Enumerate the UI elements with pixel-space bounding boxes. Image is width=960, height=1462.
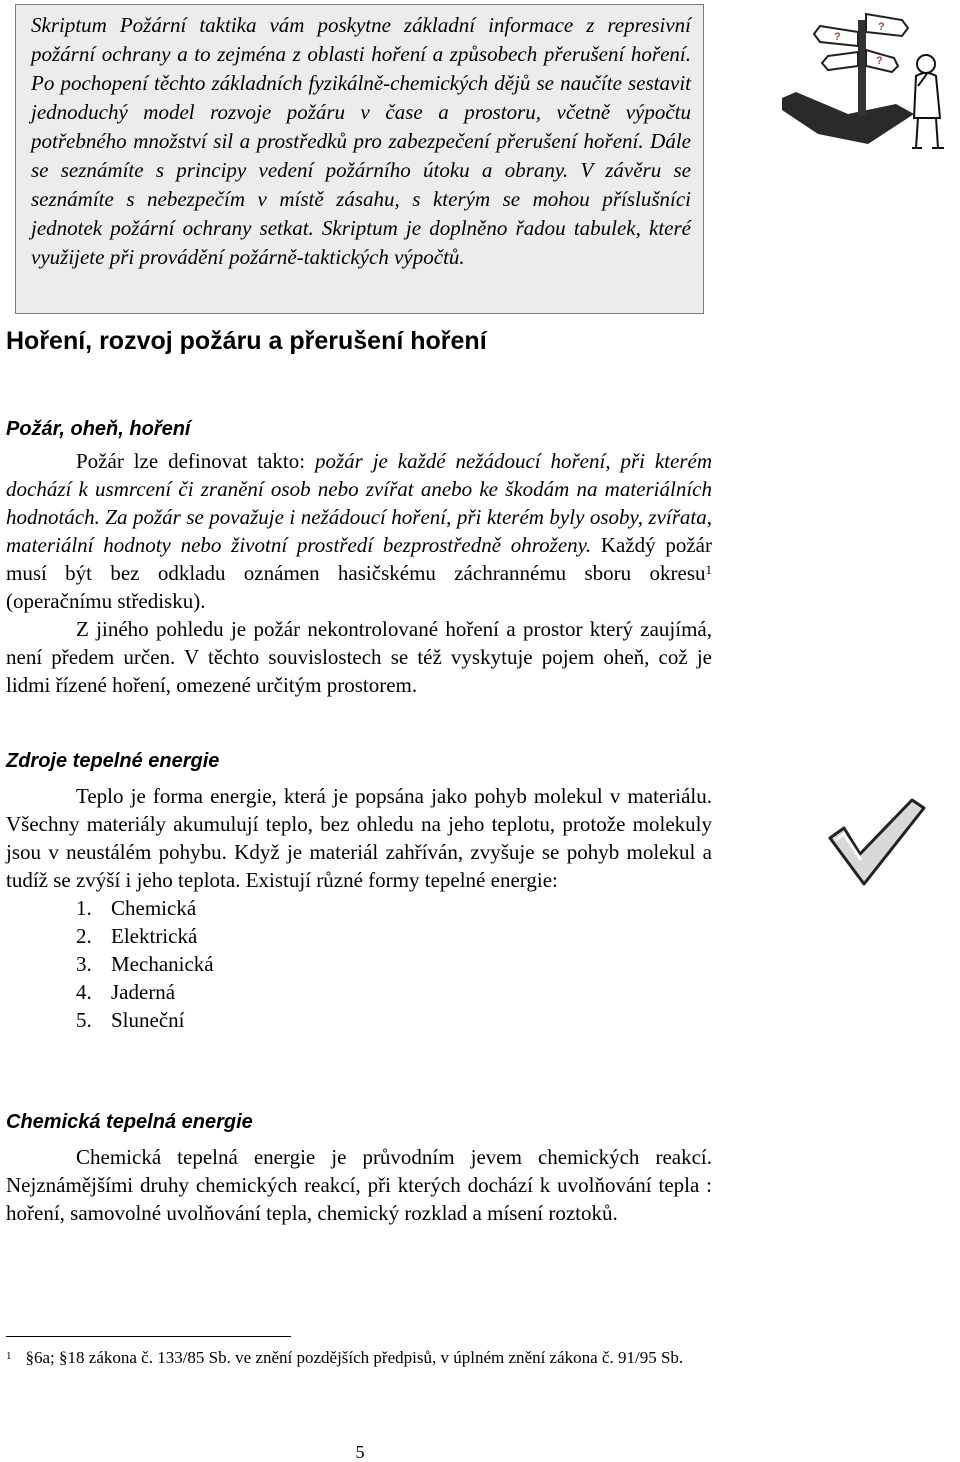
- section1-title: Požár, oheň, hoření: [6, 418, 191, 440]
- list-item: [76, 978, 712, 1006]
- list-item-label: Sluneční: [111, 1008, 185, 1032]
- list-item-number: 5.: [76, 1008, 92, 1032]
- section1-paragraph2: Z jiného pohledu je požár nekontrolované hoření a prostor který zaujímá, není předem určen. V těchto souvislostech se též vyskytuje pojem oheň, což je lidmi řízené hoření, omezené určitým prostorem.: [6, 617, 712, 697]
- section3-paragraph1: Chemická tepelná energie je průvodním jevem chemických reakcí. Nejznámějšími druhy chemických reakcí, při kterých dochází k uvolňování tepla : hoření, samovolné uvolňování tepla, chemický rozklad a mísení roztoků.: [6, 1145, 712, 1225]
- footnote-text: §6a; §18 zákona č. 133/85 Sb. ve znění pozdějších předpisů, v úplném znění zákona č. 91/95 Sb.: [25, 1348, 684, 1367]
- list-item: [76, 950, 712, 978]
- main-heading: Hoření, rozvoj požáru a přerušení hoření: [6, 327, 487, 355]
- definition-intro: Požár lze definovat takto:: [76, 449, 315, 473]
- section2-paragraph1: Teplo je forma energie, která je popsána jako pohyb molekul v materiálu. Všechny materiály akumulují teplo, bez ohledu na jeho teplotu, protože molekuly jsou v neustálém pohybu. Když je materiál zahříván, zvyšuje se pohyb molekul a tudíž se zvýší i jeho teplota. Existují různé formy tepelné energie:: [6, 784, 712, 892]
- footnote-marker: 1: [6, 1350, 12, 1362]
- footnote-divider: [6, 1336, 291, 1337]
- list-item-number: 3.: [76, 952, 92, 976]
- signpost-mark: ?: [876, 55, 883, 67]
- checkmark-icon: [826, 796, 926, 888]
- footnote-reference: 1: [705, 562, 712, 577]
- signpost-thinker-icon: [778, 6, 954, 156]
- signpost-mark: ?: [878, 21, 885, 33]
- definition-text: požár je každé nežádoucí hoření, při kterém dochází k usmrcení či zranění osob nebo zvířat anebo ke škodám na materiálních hodnotách. Za požár se považuje i nežádoucí hoření, při kterém byly osoby, zvířata, materiální hodnoty nebo životní prostředí bezprostředně ohroženy.: [6, 449, 713, 557]
- list-item-number: 4.: [76, 980, 92, 1004]
- report-text: Každý požár musí být bez odkladu oznámen hasičskému záchrannému sboru okresu: [6, 533, 712, 585]
- intro-text: Skriptum Požární taktika vám poskytne základní informace z represivní požární ochrany a to zejména z oblasti hoření a způsobech přerušení hoření. Po pochopení těchto základních fyzikálně-chemických dějů se naučíte sestavit jednoduchý model rozvoje požáru v čase a prostoru, včetně výpočtu potřebného množství sil a prostředků pro zabezpečení přerušení hoření. Dále se seznámíte s principy vedení požárního útoku a obrany. V závěru se seznámíte s nebezpečím v místě zásahu, s kterým se mohou příslušníci jednotek požární ochrany setkat. Skriptum je doplněno řadou tabulek, které využijete při provádění požárně-taktických výpočtů.: [31, 13, 691, 269]
- list-item: [76, 1006, 712, 1034]
- report-text-end: (operačnímu středisku).: [6, 589, 206, 613]
- footnote: [6, 1346, 726, 1370]
- section3-title: Chemická tepelná energie: [6, 1111, 253, 1133]
- list-item-label: Jaderná: [111, 980, 176, 1004]
- list-item-label: Mechanická: [111, 952, 214, 976]
- list-item-label: Elektrická: [111, 924, 198, 948]
- intro-box: [15, 4, 704, 314]
- list-item-number: 2.: [76, 924, 92, 948]
- section3-body: [6, 1143, 712, 1227]
- section2-body: [6, 782, 712, 1034]
- energy-forms-list: [6, 894, 712, 1034]
- section2-title: Zdroje tepelné energie: [6, 750, 220, 772]
- list-item-label: Chemická: [111, 896, 197, 920]
- signpost-mark: ?: [834, 31, 841, 43]
- list-item-number: 1.: [76, 896, 92, 920]
- section1-paragraph1: [6, 447, 712, 615]
- list-item: [76, 922, 712, 950]
- section1-body: [6, 447, 712, 699]
- list-item: [76, 894, 712, 922]
- page-number: 5: [355, 1442, 365, 1462]
